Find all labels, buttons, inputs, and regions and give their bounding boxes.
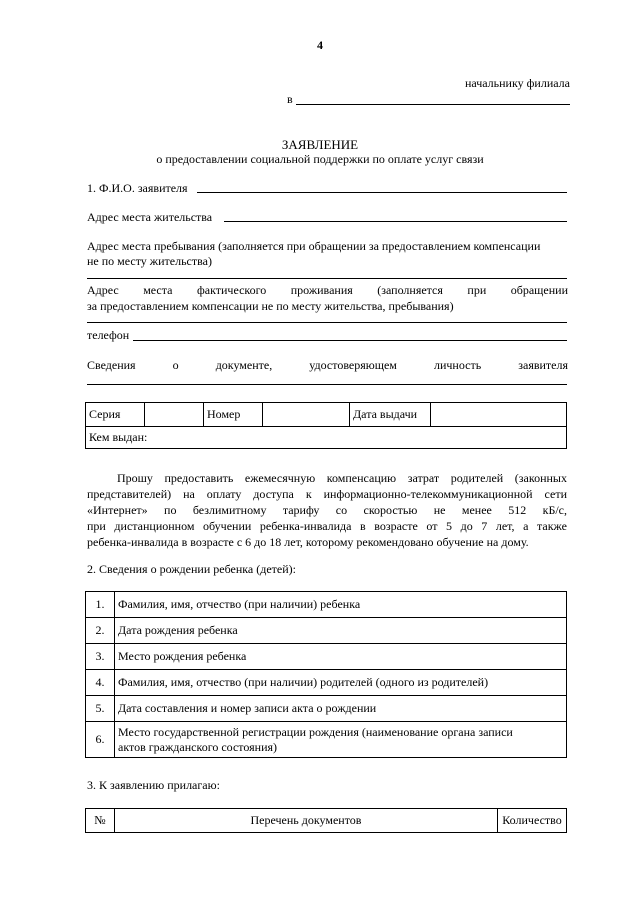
actual-line[interactable] bbox=[87, 322, 567, 323]
addressee-title: начальнику филиала bbox=[464, 76, 570, 90]
number-label: Номер bbox=[204, 403, 263, 427]
row-label[interactable]: Фамилия, имя, отчество (при наличии) родителей (одного из родителей) bbox=[115, 670, 567, 696]
residence-line[interactable] bbox=[224, 221, 567, 222]
row-label-multiline[interactable] bbox=[115, 722, 567, 758]
series-field[interactable] bbox=[145, 403, 204, 427]
stay-label-2: не по месту жительства) bbox=[87, 254, 212, 268]
document-title: ЗАЯВЛЕНИЕ bbox=[281, 137, 359, 152]
addressee-line[interactable] bbox=[296, 104, 570, 105]
row-number: 3. bbox=[86, 644, 115, 670]
request-line-4: при дистанционном обучении ребенка-инвалида в возрасте от 5 до 7 лет, а также bbox=[87, 519, 567, 533]
issue-date-label: Дата выдачи bbox=[350, 403, 431, 427]
section-3-title: 3. К заявлению прилагаю: bbox=[87, 778, 220, 792]
row-number: 6. bbox=[86, 722, 115, 758]
row-label-line-2: актов гражданского состояния) bbox=[118, 739, 277, 754]
section-2-title: 2. Сведения о рождении ребенка (детей): bbox=[87, 562, 296, 576]
id-document-table bbox=[85, 402, 567, 449]
fio-line[interactable] bbox=[197, 192, 567, 193]
document-subtitle: о предоставлении социальной поддержки по оплате услуг связи bbox=[156, 152, 484, 166]
id-doc-line[interactable] bbox=[87, 384, 567, 385]
request-line-2: представителей) на оплату доступа к информационно-телекоммуникационной сети bbox=[87, 487, 567, 501]
row-label[interactable]: Фамилия, имя, отчество (при наличии) ребенка bbox=[115, 592, 567, 618]
row-label-line-1: Место государственной регистрации рождения (наименование органа записи bbox=[118, 724, 513, 739]
request-line-1: Прошу предоставить ежемесячную компенсацию затрат родителей (законных bbox=[117, 471, 567, 485]
row-number: 2. bbox=[86, 618, 115, 644]
phone-label: телефон bbox=[87, 328, 130, 342]
row-label[interactable]: Дата составления и номер записи акта о рождении bbox=[115, 696, 567, 722]
phone-line[interactable] bbox=[133, 340, 567, 341]
request-line-5: ребенка-инвалида в возрасте с 6 до 18 лет, которому рекомендовано обучение на дому. bbox=[87, 535, 529, 549]
birth-info-table bbox=[85, 591, 567, 758]
attachments-table bbox=[85, 808, 567, 833]
request-line-3: «Интернет» по безлимитному тарифу со скоростью не менее 512 кБ/с, bbox=[87, 503, 567, 517]
stay-label-1: Адрес места пребывания (заполняется при обращении за предоставлением компенсации bbox=[87, 239, 541, 253]
page-number: 4 bbox=[317, 38, 323, 52]
col-header-num: № bbox=[86, 809, 115, 833]
row-number: 5. bbox=[86, 696, 115, 722]
col-header-qty: Количество bbox=[498, 809, 567, 833]
row-number: 4. bbox=[86, 670, 115, 696]
series-label: Серия bbox=[86, 403, 145, 427]
row-label[interactable]: Дата рождения ребенка bbox=[115, 618, 567, 644]
issue-date-field[interactable] bbox=[431, 403, 567, 427]
number-field[interactable] bbox=[263, 403, 350, 427]
issued-by-label: Кем выдан: bbox=[89, 430, 148, 444]
actual-label-2: за предоставлением компенсации не по месту жительства, пребывания) bbox=[87, 299, 454, 313]
id-doc-label: Сведения о документе, удостоверяющем личность заявителя bbox=[87, 358, 568, 372]
residence-label: Адрес места жительства bbox=[87, 210, 213, 224]
stay-line[interactable] bbox=[87, 278, 567, 279]
fio-label: 1. Ф.И.О. заявителя bbox=[87, 181, 188, 195]
row-number: 1. bbox=[86, 592, 115, 618]
col-header-list: Перечень документов bbox=[115, 809, 498, 833]
addressee-in: в bbox=[287, 92, 293, 106]
issued-by-field[interactable] bbox=[86, 427, 567, 449]
actual-label-1: Адрес места фактического проживания (заполняется при обращении bbox=[87, 283, 568, 297]
row-label[interactable]: Место рождения ребенка bbox=[115, 644, 567, 670]
